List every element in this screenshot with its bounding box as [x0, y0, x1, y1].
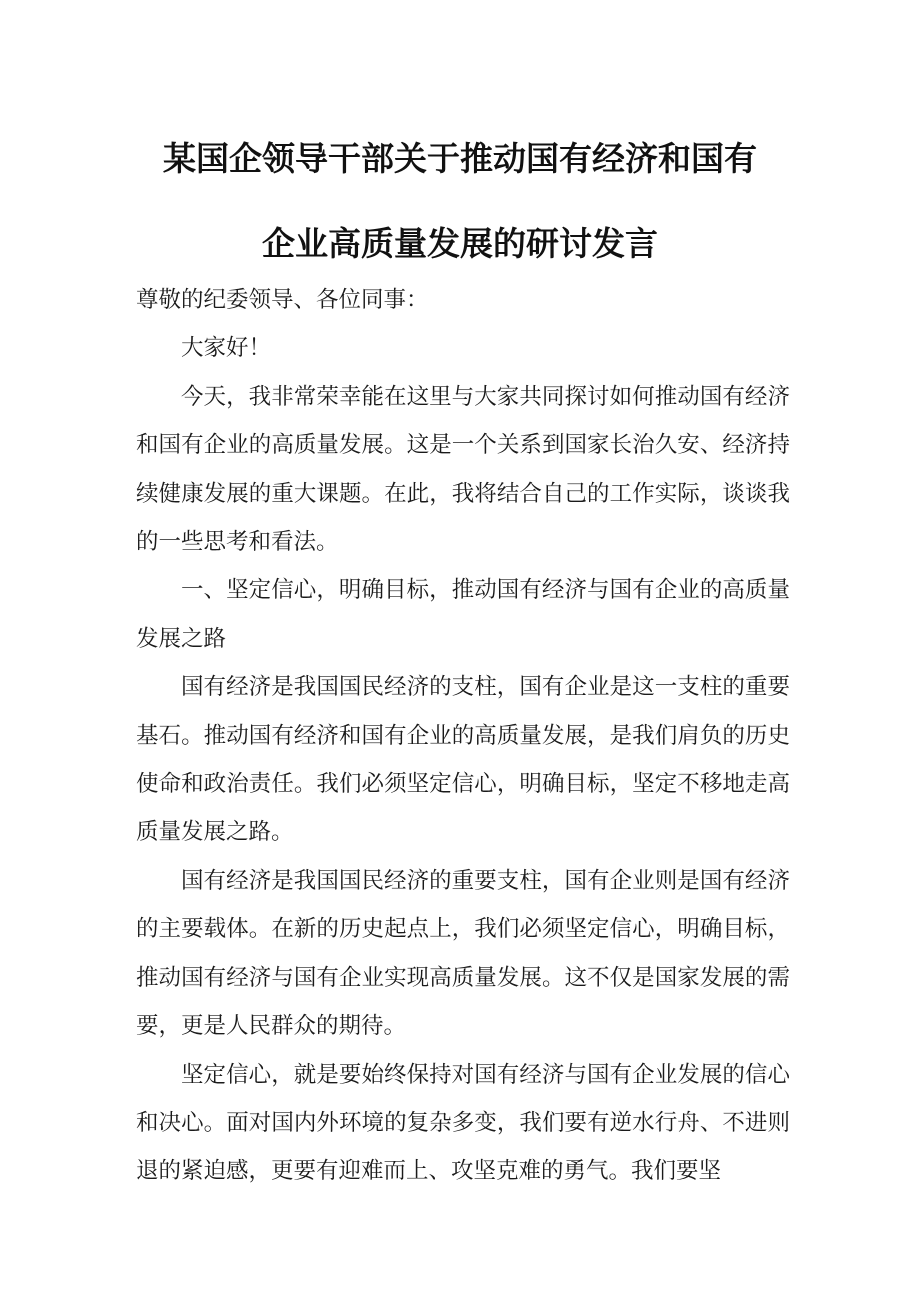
paragraph: 国有经济是我国国民经济的重要支柱，国有企业则是国有经济的主要载体。在新的历史起点上，我们必须坚定信心，明确目标，推动国有经济与国有企业实现高质量发展。这不仅是国家发展的需要，更是人民群众的期待。 [136, 867, 790, 1040]
paragraph: 国有经济是我国国民经济的支柱，国有企业是这一支柱的重要基石。推动国有经济和国有企业的高质量发展，是我们肩负的历史使命和政治责任。我们必须坚定信心，明确目标，坚定不移地走高质量发展之路。 [136, 674, 790, 846]
document-title-line-2: 企业高质量发展的研讨发言 [262, 224, 658, 263]
document-title-line-1: 某国企领导干部关于推动国有经济和国有 [163, 139, 757, 178]
section-heading-1: 一、坚定信心，明确目标，推动国有经济与国有企业的高质量发展之路 [136, 577, 790, 652]
document-body [136, 276, 790, 1196]
paragraph-intro: 今天，我非常荣幸能在这里与大家共同探讨如何推动国有经济和国有企业的高质量发展。这是一个关系到国家长治久安、经济持续健康发展的重大课题。在此，我将结合自己的工作实际，谈谈我的一些思考和看法。 [136, 383, 790, 556]
paragraph: 坚定信心，就是要始终保持对国有经济与国有企业发展的信心和决心。面对国内外环境的复杂多变，我们要有逆水行舟、不进则退的紧迫感，更要有迎难而上、攻坚克难的勇气。我们要坚 [136, 1061, 790, 1185]
greeting: 大家好！ [181, 335, 272, 362]
salutation: 尊敬的纪委领导、各位同事： [136, 287, 429, 313]
